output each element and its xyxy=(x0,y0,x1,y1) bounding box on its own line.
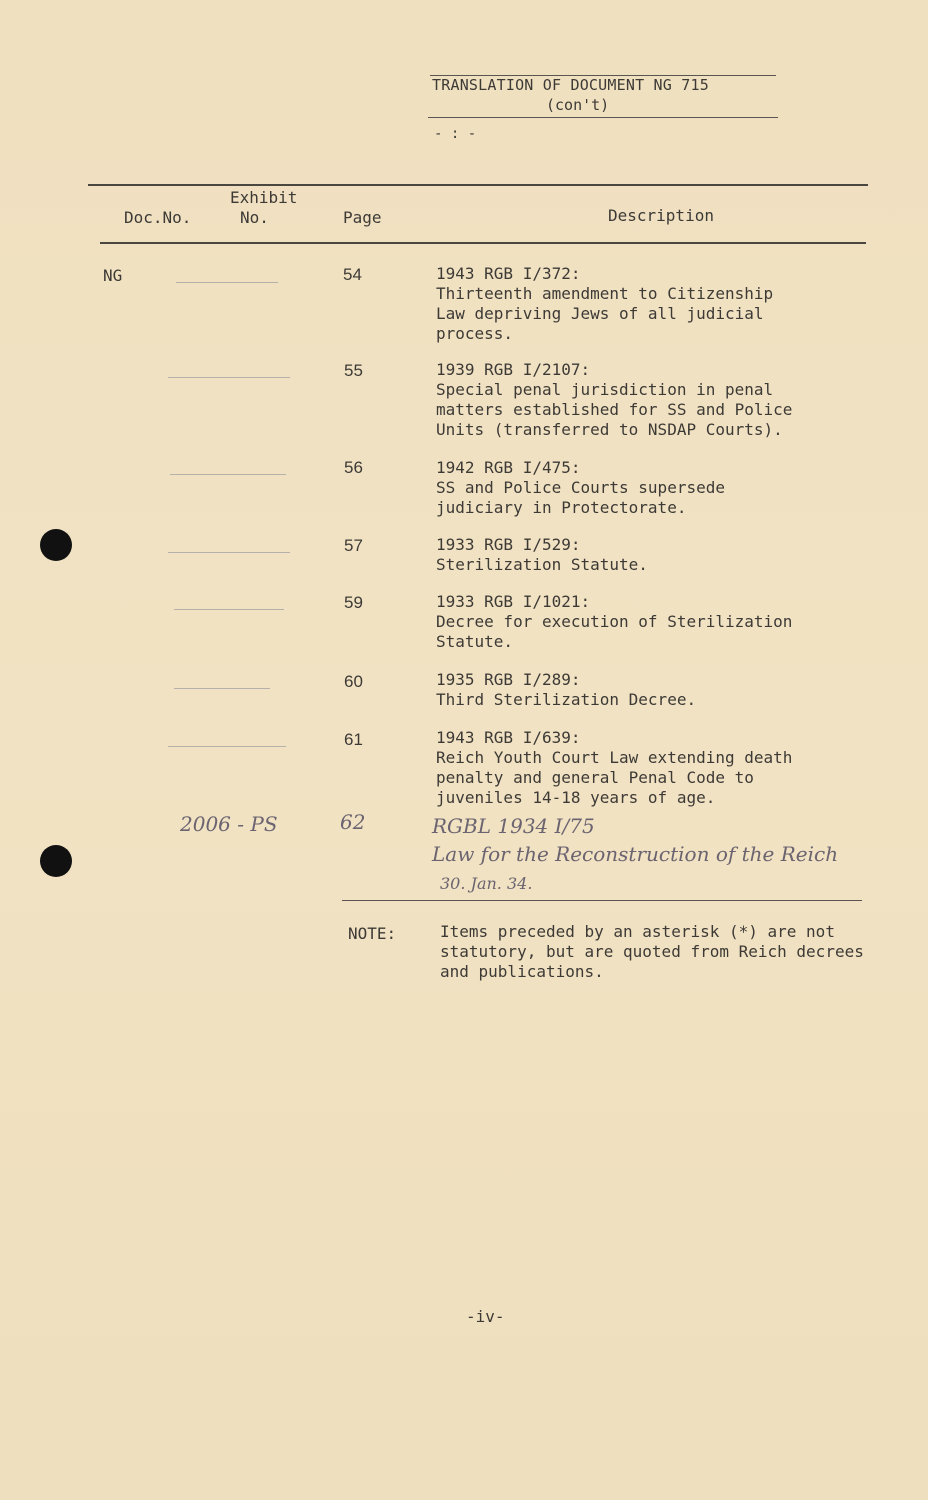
row-page-number: 55 xyxy=(344,361,363,380)
row-description: 1943 RGB I/372: Thirteenth amendment to Citizenship Law depriving Jews of all judicial process. xyxy=(436,264,774,343)
header-marks: - : - xyxy=(434,126,477,142)
exhibit-blank-line xyxy=(168,746,286,747)
handwritten-page-number: 62 xyxy=(340,810,366,834)
punch-hole xyxy=(40,529,72,561)
col-head-exhibit: Exhibit xyxy=(230,188,298,207)
exhibit-blank-line xyxy=(168,552,290,553)
document-title: TRANSLATION OF DOCUMENT NG 715 xyxy=(432,76,709,94)
col-head-description: Description xyxy=(608,206,714,225)
row-page-number: 61 xyxy=(344,730,363,749)
handwritten-exhibit-number: 2006 - PS xyxy=(180,812,278,836)
col-head-exhibit-no: No. xyxy=(240,208,269,227)
doc-number-prefix: NG xyxy=(103,266,123,285)
exhibit-blank-line xyxy=(174,609,284,610)
row-description: 1933 RGB I/1021: Decree for execution of Sterilization Statute. xyxy=(436,592,793,651)
handwritten-citation: RGBL 1934 I/75 xyxy=(432,814,595,838)
row-page-number: 57 xyxy=(344,536,363,555)
header-rule-bottom xyxy=(428,117,778,118)
col-head-doc-no: Doc.No. xyxy=(124,208,192,227)
exhibit-blank-line xyxy=(168,377,290,378)
row-description: 1942 RGB I/475: SS and Police Courts supersede judiciary in Protectorate. xyxy=(436,458,725,517)
page-marker: -iv- xyxy=(466,1307,505,1326)
row-page-number: 59 xyxy=(344,593,363,612)
exhibit-blank-line xyxy=(170,474,286,475)
handwritten-date: 30. Jan. 34. xyxy=(440,874,533,893)
document-subtitle: (con't) xyxy=(546,96,610,114)
row-description: 1933 RGB I/529: Sterilization Statute. xyxy=(436,535,648,574)
row-page-number: 54 xyxy=(343,265,362,284)
row-description: 1943 RGB I/639: Reich Youth Court Law extending death penalty and general Penal Code to juveniles 14-18 years of age. xyxy=(436,728,793,807)
punch-hole xyxy=(40,845,72,877)
note-rule xyxy=(342,900,862,901)
table-header-rule xyxy=(100,242,866,244)
note-label: NOTE: xyxy=(348,924,397,943)
exhibit-blank-line xyxy=(174,688,270,689)
table-top-rule xyxy=(88,184,868,186)
row-page-number: 60 xyxy=(344,672,363,691)
note-text: Items preceded by an asterisk (*) are not statutory, but are quoted from Reich decrees and publications. xyxy=(440,922,864,981)
exhibit-blank-line xyxy=(176,282,278,283)
col-head-page: Page xyxy=(343,208,382,227)
row-description: 1939 RGB I/2107: Special penal jurisdiction in penal matters established for SS and Police Units (transferred to NSDAP Courts). xyxy=(436,360,793,439)
row-page-number: 56 xyxy=(344,458,363,477)
handwritten-law-title: Law for the Reconstruction of the Reich xyxy=(432,842,839,866)
row-description: 1935 RGB I/289: Third Sterilization Decree. xyxy=(436,670,697,709)
